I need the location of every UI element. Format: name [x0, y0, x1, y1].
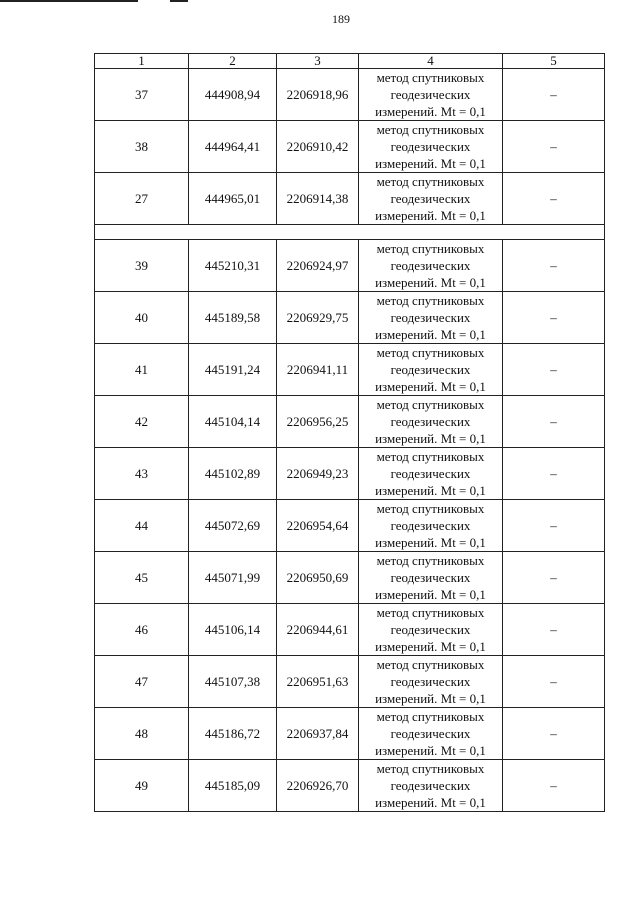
method-line: измерений. Mt = 0,1 — [375, 156, 486, 171]
method-line: измерений. Mt = 0,1 — [375, 431, 486, 446]
x-coordinate-cell: 445107,38 — [189, 656, 277, 708]
note-cell: – — [503, 760, 605, 812]
method-line: измерений. Mt = 0,1 — [375, 795, 486, 810]
method-cell — [359, 396, 503, 448]
table-row — [95, 760, 605, 812]
method-line: измерений. Mt = 0,1 — [375, 587, 486, 602]
method-cell — [359, 121, 503, 173]
y-coordinate-cell: 2206914,38 — [277, 173, 359, 225]
point-number-cell: 47 — [95, 656, 189, 708]
note-cell: – — [503, 552, 605, 604]
point-number-cell: 40 — [95, 292, 189, 344]
method-line: геодезических — [390, 466, 471, 481]
table-row — [95, 121, 605, 173]
scan-edge-mark — [0, 0, 138, 2]
method-line: метод спутниковых — [376, 241, 485, 256]
note-cell: – — [503, 121, 605, 173]
note-cell: – — [503, 173, 605, 225]
method-line: геодезических — [390, 518, 471, 533]
method-line: метод спутниковых — [376, 501, 485, 516]
point-number-cell: 37 — [95, 69, 189, 121]
method-cell — [359, 344, 503, 396]
note-cell: – — [503, 500, 605, 552]
method-line: геодезических — [390, 191, 471, 206]
table-row — [95, 292, 605, 344]
method-line: геодезических — [390, 778, 471, 793]
note-cell: – — [503, 448, 605, 500]
table-row — [95, 173, 605, 225]
method-line: метод спутниковых — [376, 397, 485, 412]
note-cell: – — [503, 396, 605, 448]
method-line: геодезических — [390, 139, 471, 154]
method-cell — [359, 708, 503, 760]
method-line: метод спутниковых — [376, 122, 485, 137]
y-coordinate-cell: 2206929,75 — [277, 292, 359, 344]
scan-edge-mark — [170, 0, 188, 2]
method-line: геодезических — [390, 674, 471, 689]
note-cell: – — [503, 708, 605, 760]
x-coordinate-cell: 445104,14 — [189, 396, 277, 448]
point-number-cell: 44 — [95, 500, 189, 552]
table-row — [95, 396, 605, 448]
method-line: геодезических — [390, 258, 471, 273]
y-coordinate-cell: 2206918,96 — [277, 69, 359, 121]
method-line: измерений. Mt = 0,1 — [375, 535, 486, 550]
point-number-cell: 41 — [95, 344, 189, 396]
y-coordinate-cell: 2206924,97 — [277, 240, 359, 292]
method-line: метод спутниковых — [376, 761, 485, 776]
column-header: 1 — [95, 54, 189, 69]
y-coordinate-cell: 2206951,63 — [277, 656, 359, 708]
x-coordinate-cell: 445106,14 — [189, 604, 277, 656]
method-line: метод спутниковых — [376, 605, 485, 620]
y-coordinate-cell: 2206954,64 — [277, 500, 359, 552]
table-row — [95, 344, 605, 396]
method-line: измерений. Mt = 0,1 — [375, 639, 486, 654]
method-cell — [359, 760, 503, 812]
method-line: измерений. Mt = 0,1 — [375, 379, 486, 394]
x-coordinate-cell: 445186,72 — [189, 708, 277, 760]
x-coordinate-cell: 445191,24 — [189, 344, 277, 396]
column-header: 2 — [189, 54, 277, 69]
method-line: метод спутниковых — [376, 709, 485, 724]
method-line: метод спутниковых — [376, 70, 485, 85]
method-cell — [359, 240, 503, 292]
table-row — [95, 656, 605, 708]
x-coordinate-cell: 445210,31 — [189, 240, 277, 292]
method-line: геодезических — [390, 726, 471, 741]
x-coordinate-cell: 445185,09 — [189, 760, 277, 812]
method-line: метод спутниковых — [376, 449, 485, 464]
x-coordinate-cell: 444964,41 — [189, 121, 277, 173]
method-cell — [359, 656, 503, 708]
method-line: геодезических — [390, 87, 471, 102]
x-coordinate-cell: 445072,69 — [189, 500, 277, 552]
method-line: измерений. Mt = 0,1 — [375, 691, 486, 706]
point-number-cell: 38 — [95, 121, 189, 173]
method-line: метод спутниковых — [376, 657, 485, 672]
method-line: геодезических — [390, 414, 471, 429]
y-coordinate-cell: 2206949,23 — [277, 448, 359, 500]
table-row — [95, 240, 605, 292]
note-cell: – — [503, 69, 605, 121]
point-number-cell: 45 — [95, 552, 189, 604]
method-cell — [359, 69, 503, 121]
method-line: измерений. Mt = 0,1 — [375, 743, 486, 758]
method-cell — [359, 604, 503, 656]
point-number-cell: 43 — [95, 448, 189, 500]
y-coordinate-cell: 2206950,69 — [277, 552, 359, 604]
table-row — [95, 604, 605, 656]
method-line: геодезических — [390, 570, 471, 585]
method-line: измерений. Mt = 0,1 — [375, 327, 486, 342]
separator-cell — [95, 225, 605, 240]
method-line: метод спутниковых — [376, 174, 485, 189]
x-coordinate-cell: 445189,58 — [189, 292, 277, 344]
method-cell — [359, 292, 503, 344]
x-coordinate-cell: 444965,01 — [189, 173, 277, 225]
method-cell — [359, 173, 503, 225]
method-line: геодезических — [390, 362, 471, 377]
method-line: метод спутниковых — [376, 553, 485, 568]
table-row — [95, 708, 605, 760]
y-coordinate-cell: 2206926,70 — [277, 760, 359, 812]
table-row — [95, 69, 605, 121]
method-line: измерений. Mt = 0,1 — [375, 208, 486, 223]
table-row — [95, 448, 605, 500]
column-header: 3 — [277, 54, 359, 69]
x-coordinate-cell: 445102,89 — [189, 448, 277, 500]
note-cell: – — [503, 292, 605, 344]
y-coordinate-cell: 2206910,42 — [277, 121, 359, 173]
method-line: метод спутниковых — [376, 293, 485, 308]
method-line: геодезических — [390, 622, 471, 637]
y-coordinate-cell: 2206956,25 — [277, 396, 359, 448]
point-number-cell: 27 — [95, 173, 189, 225]
table-row — [95, 500, 605, 552]
y-coordinate-cell: 2206941,11 — [277, 344, 359, 396]
method-line: измерений. Mt = 0,1 — [375, 275, 486, 290]
section-separator-row — [95, 225, 605, 240]
method-line: геодезических — [390, 310, 471, 325]
method-cell — [359, 500, 503, 552]
point-number-cell: 39 — [95, 240, 189, 292]
table-row — [95, 552, 605, 604]
x-coordinate-cell: 444908,94 — [189, 69, 277, 121]
note-cell: – — [503, 240, 605, 292]
point-number-cell: 46 — [95, 604, 189, 656]
point-number-cell: 49 — [95, 760, 189, 812]
method-cell — [359, 448, 503, 500]
column-header: 5 — [503, 54, 605, 69]
point-number-cell: 48 — [95, 708, 189, 760]
y-coordinate-cell: 2206937,84 — [277, 708, 359, 760]
note-cell: – — [503, 344, 605, 396]
x-coordinate-cell: 445071,99 — [189, 552, 277, 604]
column-header: 4 — [359, 54, 503, 69]
note-cell: – — [503, 604, 605, 656]
method-line: измерений. Mt = 0,1 — [375, 104, 486, 119]
page-number: 189 — [332, 12, 350, 26]
method-line: метод спутниковых — [376, 345, 485, 360]
method-cell — [359, 552, 503, 604]
table-header-row — [95, 54, 605, 69]
coordinates-table — [94, 53, 605, 812]
y-coordinate-cell: 2206944,61 — [277, 604, 359, 656]
method-line: измерений. Mt = 0,1 — [375, 483, 486, 498]
point-number-cell: 42 — [95, 396, 189, 448]
note-cell: – — [503, 656, 605, 708]
